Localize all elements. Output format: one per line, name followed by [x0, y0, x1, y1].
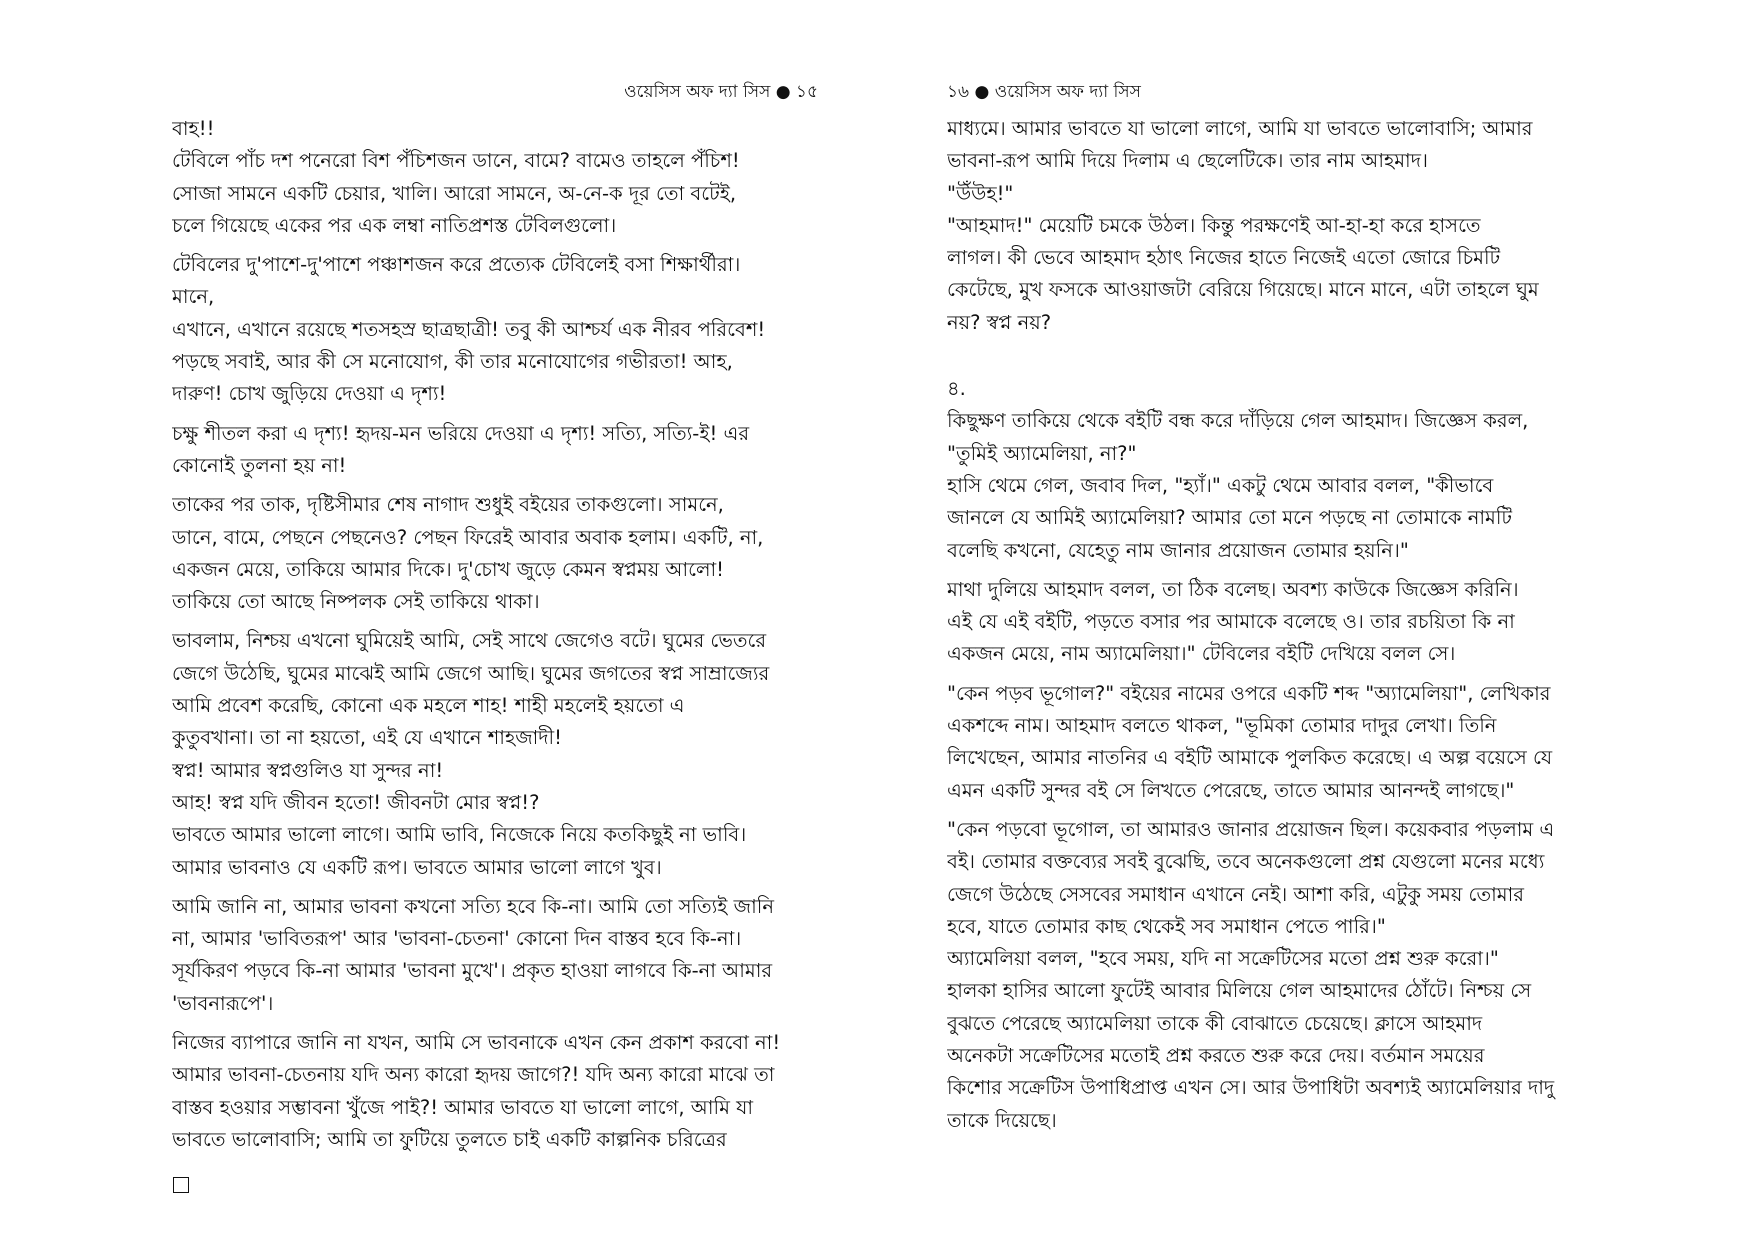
text-line: তাকে দিয়েছে।	[947, 1108, 1057, 1132]
text-line: সোজা সামনে একটি চেয়ার, খালি। আরো সামনে, অ-নে-ক দূর তো বটেই,	[172, 181, 737, 205]
text-line: বই। তোমার বক্তব্যের সবই বুঝেছি, তবে অনেকগুলো প্রশ্ন যেগুলো মনের মধ্যে	[947, 850, 1545, 874]
right-body-text	[947, 113, 1593, 1137]
left-running-head: ওয়েসিস অফ দ্যা সিস ● ১৫	[624, 82, 818, 102]
text-line: 'ভাবনারূপে'।	[172, 991, 274, 1015]
text-line: মাথা দুলিয়ে আহমাদ বলল, তা ঠিক বলেছ। অবশ্য কাউকে জিজ্ঞেস করিনি।	[947, 577, 1519, 601]
text-line: চক্ষু শীতল করা এ দৃশ্য! হৃদয়-মন ভরিয়ে দেওয়া এ দৃশ্য! সত্যি, সত্যি-ই! এর	[172, 421, 750, 445]
left-body-text	[172, 113, 813, 1156]
text-line: তাকের পর তাক, দৃষ্টিসীমার শেষ নাগাদ শুধুই বইয়ের তাকগুলো। সামনে,	[172, 493, 724, 517]
text-line: লাগল। কী ভেবে আহমাদ হঠাৎ নিজের হাতে নিজেই এতো জোরে চিমটি	[947, 246, 1501, 270]
text-line: হবে, যাতে তোমার কাছ থেকেই সব সমাধান পেতে পারি।"	[947, 914, 1386, 938]
text-line: বলেছি কখনো, যেহেতু নাম জানার প্রয়োজন তোমার হয়নি।"	[947, 538, 1409, 562]
text-line: বাহ!!	[172, 117, 215, 140]
text-line: একশব্দে নাম। আহমাদ বলতে থাকল, "ভূমিকা তোমার দাদুর লেখা। তিনি	[947, 714, 1497, 738]
text-line: কিছুক্ষণ তাকিয়ে থেকে বইটি বন্ধ করে দাঁড়িয়ে গেল আহমাদ। জিজ্ঞেস করল,	[947, 409, 1529, 433]
text-line: একজন মেয়ে, তাকিয়ে আমার দিকে। দু'চোখ জুড়ে কেমন স্বপ্নময় আলো!	[172, 557, 724, 581]
text-line: না, আমার 'ভাবিতরূপ' আর 'ভাবনা-চেতনা' কোনো দিন বাস্তব হবে কি-না।	[172, 927, 742, 951]
text-line: কেটেছে, মুখ ফসকে আওয়াজটা বেরিয়ে গিয়েছে। মানে মানে, এটা তাহলে ঘুম	[947, 278, 1539, 302]
text-line: চলে গিয়েছে একের পর এক লম্বা নাতিপ্রশস্ত টেবিলগুলো।	[172, 213, 617, 237]
text-line: "উঁউহ!"	[947, 181, 1014, 205]
page-end-square-mark	[173, 1177, 189, 1193]
section-number: ৪.	[947, 377, 966, 401]
text-line: স্বপ্ন! আমার স্বপ্নগুলিও যা সুন্দর না!	[172, 758, 444, 782]
text-line: মাধ্যমে। আমার ভাবতে যা ভালো লাগে, আমি যা ভাবতে ভালোবাসি; আমার	[947, 117, 1533, 140]
text-line: আমার ভাবনাও যে একটি রূপ। ভাবতে আমার ভালো লাগে খুব।	[172, 855, 662, 879]
text-line: কুতুবখানা। তা না হয়তো, এই যে এখানে শাহজাদী!	[172, 726, 562, 750]
text-line: কিশোর সক্রেটিস উপাধিপ্রাপ্ত এখন সে। আর উপাধিটা অবশ্যই অ্যামেলিয়ার দাদু	[947, 1076, 1555, 1100]
text-line: আহ! স্বপ্ন যদি জীবন হতো! জীবনটা মোর স্বপ্ন!?	[172, 790, 540, 814]
text-line: দারুণ! চোখ জুড়িয়ে দেওয়া এ দৃশ্য!	[172, 382, 447, 406]
text-line: জেগে উঠেছে সেসবের সমাধান এখানে নেই। আশা করি, এটুকু সময় তোমার	[947, 882, 1524, 906]
text-line: অ্যামেলিয়া বলল, "হবে সময়, যদি না সক্রেটিসের মতো প্রশ্ন শুরু করো।"	[947, 947, 1499, 971]
text-line: টেবিলের দু'পাশে-দু'পাশে পঞ্চাশজন করে প্রত্যেক টেবিলেই বসা শিক্ষার্থীরা।	[172, 253, 741, 277]
right-page	[877, 0, 1754, 1241]
text-line: এমন একটি সুন্দর বই সে লিখতে পেরেছে, তাতে আমার আনন্দই লাগছে।"	[947, 778, 1515, 802]
text-line: হালকা হাসির আলো ফুটেই আবার মিলিয়ে গেল আহমাদের ঠোঁটে। নিশ্চয় সে	[947, 979, 1532, 1003]
text-line: আমার ভাবনা-চেতনায় যদি অন্য কারো হৃদয় জাগে?! যদি অন্য কারো মাঝে তা	[172, 1063, 775, 1087]
text-line: টেবিলে পাঁচ দশ পনেরো বিশ পঁচিশজন ডানে, বামে? বামেও তাহলে পঁচিশ!	[172, 149, 740, 173]
text-line: বাস্তব হওয়ার সম্ভাবনা খুঁজে পাই?! আমার ভাবতে যা ভালো লাগে, আমি যা	[172, 1095, 754, 1119]
text-line: মানে,	[172, 285, 215, 309]
text-line: লিখেছেন, আমার নাতনির এ বইটি আমাকে পুলকিত করেছে। এ অল্প বয়েসে যে	[947, 746, 1553, 770]
text-line: "কেন পড়ব ভূগোল?" বইয়ের নামের ওপরে একটি শব্দ "অ্যামেলিয়া", লেখিকার	[947, 681, 1551, 705]
text-line: "আহমাদ!" মেয়েটি চমকে উঠল। কিন্তু পরক্ষণেই আ-হা-হা করে হাসতে	[947, 213, 1481, 237]
text-line: ভাবতে আমার ভালো লাগে। আমি ভাবি, নিজেকে নিয়ে কতকিছুই না ভাবি।	[172, 823, 747, 847]
text-line: জেগে উঠেছি, ঘুমের মাঝেই আমি জেগে আছি। ঘুমের জগতের স্বপ্ন সাম্রাজ্যের	[172, 661, 770, 685]
right-running-head: ১৬ ● ওয়েসিস অফ দ্যা সিস	[947, 82, 1141, 102]
text-line: আমি প্রবেশ করেছি, কোনো এক মহলে শাহ! শাহী মহলেই হয়তো এ	[172, 694, 685, 718]
text-line: তাকিয়ে তো আছে নিষ্পলক সেই তাকিয়ে থাকা।	[172, 590, 540, 614]
text-line: নিজের ব্যাপারে জানি না যখন, আমি সে ভাবনাকে এখন কেন প্রকাশ করবো না!	[172, 1031, 781, 1055]
text-line: ভাবনা-রূপ আমি দিয়ে দিলাম এ ছেলেটিকে। তার নাম আহমাদ।	[947, 149, 1428, 173]
text-line: "কেন পড়বো ভূগোল, তা আমারও জানার প্রয়োজন ছিল। কয়েকবার পড়লাম এ	[947, 817, 1555, 841]
text-line: জানলে যে আমিই অ্যামেলিয়া? আমার তো মনে পড়ছে না তোমাকে নামটি	[947, 506, 1513, 530]
text-line: কোনোই তুলনা হয় না!	[172, 453, 347, 477]
text-line: ডানে, বামে, পেছনে পেছনেও? পেছন ফিরেই আবার অবাক হলাম। একটি, না,	[172, 525, 764, 549]
text-line: ভাবলাম, নিশ্চয় এখনো ঘুমিয়েই আমি, সেই সাথে জেগেও বটে। ঘুমের ভেতরে	[172, 629, 767, 653]
text-line: অনেকটা সক্রেটিসের মতোই প্রশ্ন করতে শুরু করে দেয়। বর্তমান সময়ের	[947, 1044, 1485, 1068]
text-line: বুঝতে পেরেছে অ্যামেলিয়া তাকে কী বোঝাতে চেয়েছে। ক্লাসে আহমাদ	[947, 1011, 1483, 1035]
text-line: হাসি থেমে গেল, জবাব দিল, "হ্যাঁ।" একটু থেমে আবার বলল, "কীভাবে	[947, 473, 1494, 497]
text-line: "তুমিই অ্যামেলিয়া, না?"	[947, 441, 1137, 465]
text-line: এখানে, এখানে রয়েছে শতসহস্র ছাত্রছাত্রী! তবু কী আশ্চর্য এক নীরব পরিবেশ!	[172, 317, 766, 341]
text-line: সূর্যকিরণ পড়বে কি-না আমার 'ভাবনা মুখে'। প্রকৃত হাওয়া লাগবে কি-না আমার	[172, 959, 773, 983]
text-line: এই যে এই বইটি, পড়তে বসার পর আমাকে বলেছে ও। তার রচয়িতা কি না	[947, 610, 1515, 634]
text-line: নয়? স্বপ্ন নয়?	[947, 310, 1052, 334]
text-line: আমি জানি না, আমার ভাবনা কখনো সত্যি হবে কি-না। আমি তো সত্যিই জানি	[172, 894, 774, 918]
text-line: ভাবতে ভালোবাসি; আমি তা ফুটিয়ে তুলতে চাই একটি কাল্পনিক চরিত্রের	[172, 1127, 727, 1151]
text-line: একজন মেয়ে, নাম অ্যামেলিয়া।" টেবিলের বইটি দেখিয়ে বলল সে।	[947, 642, 1456, 666]
text-line: পড়ছে সবাই, আর কী সে মনোযোগ, কী তার মনোযোগের গভীরতা! আহ,	[172, 350, 733, 374]
